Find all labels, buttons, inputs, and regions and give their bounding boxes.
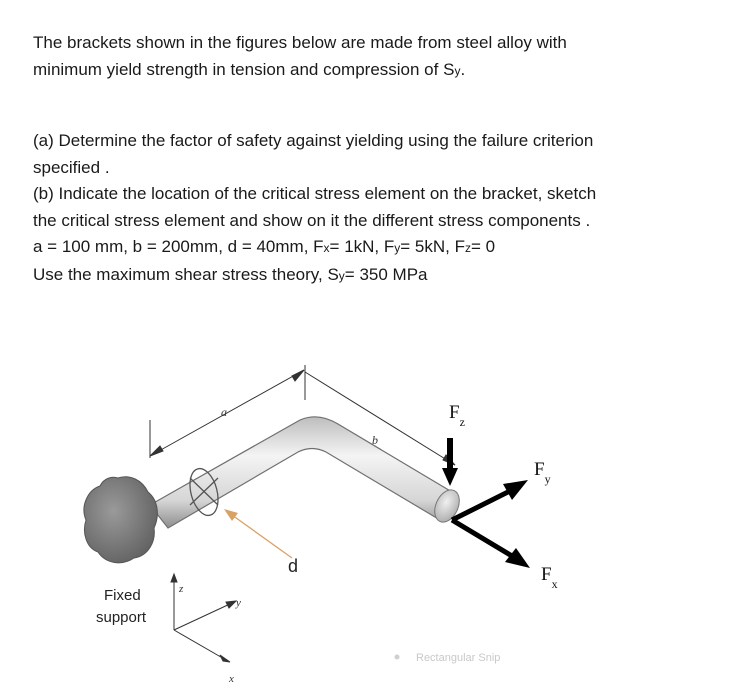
force-x-arrow: [452, 520, 530, 568]
axis-x-label: x: [229, 673, 234, 685]
problem-parts: [33, 128, 596, 289]
snip-label: Rectangular Snip: [416, 652, 501, 664]
given-parameters: a = 100 mm, b = 200mm, d = 40mm, Fx= 1kN, Fy= 5kN, Fz= 0: [33, 237, 496, 256]
force-y-arrow: [452, 480, 528, 520]
part-b-line-2: the critical stress element and show on it the different stress components .: [33, 210, 591, 230]
intro-line-2: minimum yield strength in tension and compression of Sy.: [33, 59, 466, 79]
axis-z-label: z: [179, 583, 184, 595]
support-label-line2: support: [96, 609, 147, 626]
theory-line: Use the maximum shear stress theory, Sy= 350 MPa: [33, 264, 428, 284]
support-label-line1: Fixed: [104, 587, 141, 604]
force-z-label: $F_z$: [449, 402, 465, 429]
force-z-arrow: [442, 438, 458, 486]
dim-a-label: a: [221, 405, 227, 419]
rectangular-snip-watermark: [395, 652, 501, 664]
axis-y-label: y: [236, 597, 241, 609]
force-y-label: $F_y$: [534, 459, 551, 486]
part-a-line-2: specified .: [33, 157, 110, 177]
bracket-rod: [150, 417, 464, 528]
problem-intro: [33, 30, 567, 84]
force-x-label: $F_x$: [541, 564, 558, 591]
part-a-line-1: (a) Determine the factor of safety against yielding using the failure criterion: [33, 131, 594, 150]
intro-line-1: The brackets shown in the figures below are made from steel alloy with: [33, 33, 567, 52]
dim-b-label: b: [372, 433, 378, 447]
fixed-support-knob: [84, 477, 157, 563]
dim-d-label: d: [288, 556, 299, 576]
critical-element-pointer: [224, 509, 292, 558]
part-b-line-1: (b) Indicate the location of the critical stress element on the bracket, sketch: [33, 184, 597, 203]
bracket-figure: [0, 330, 743, 691]
